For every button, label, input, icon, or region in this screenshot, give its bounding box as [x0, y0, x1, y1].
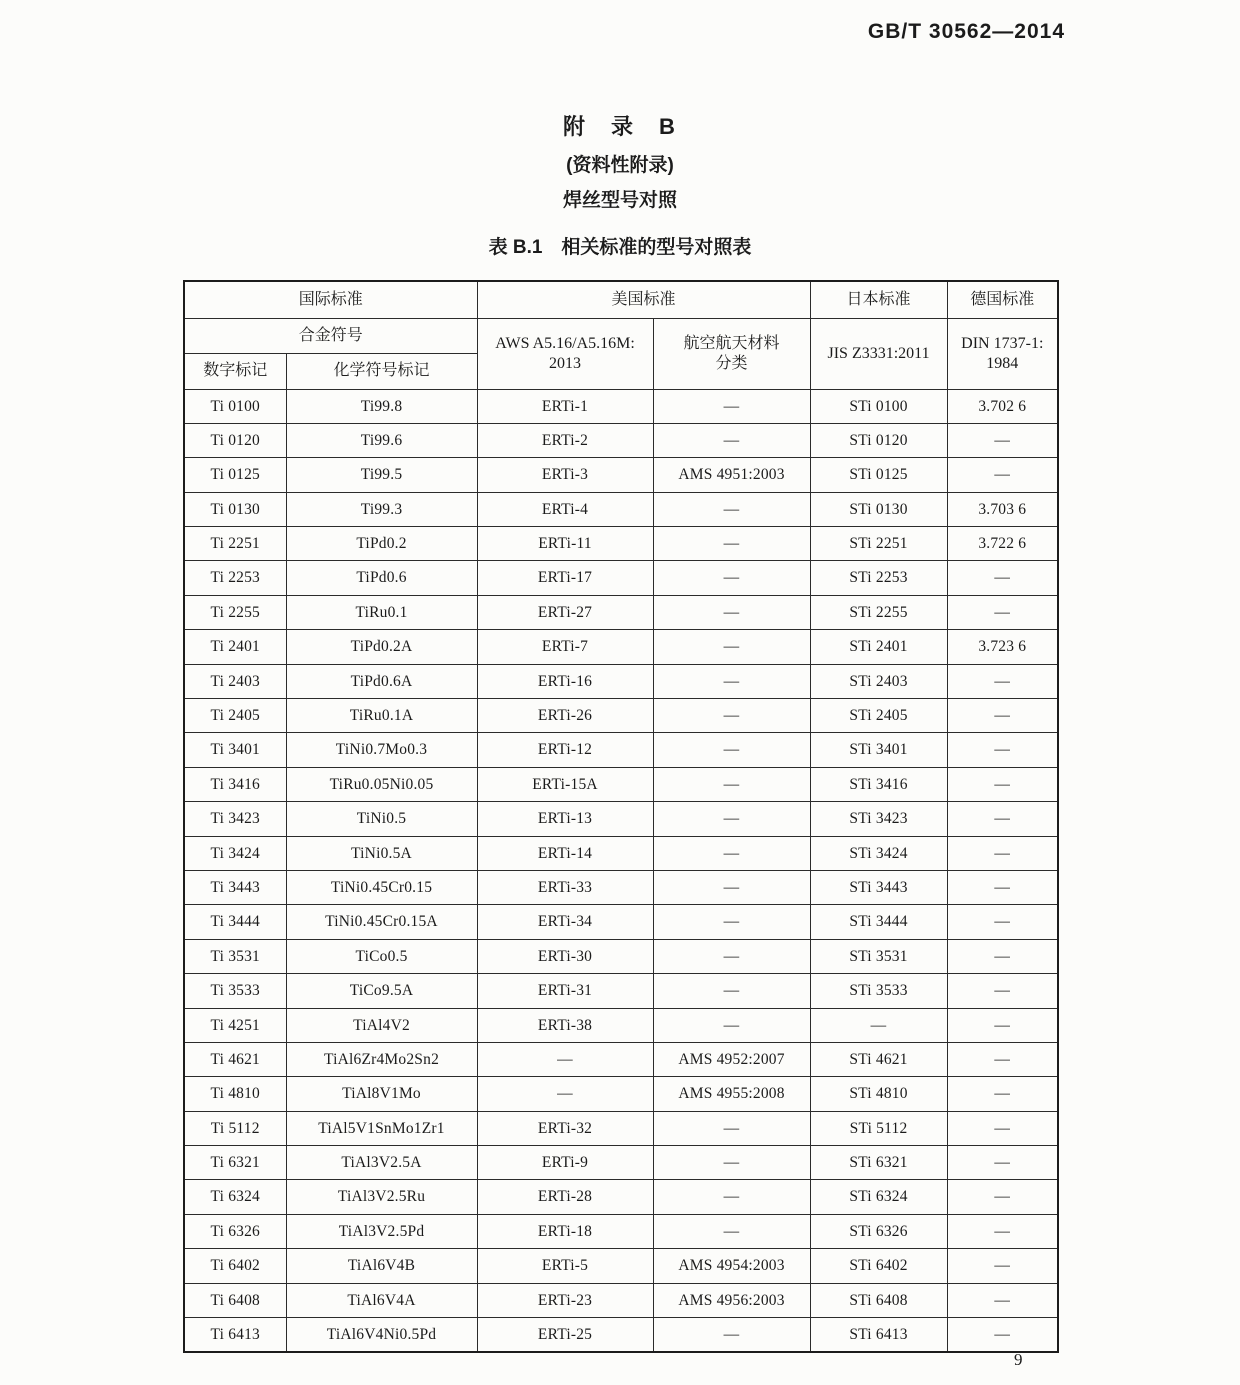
table-cell: Ti 0120 [184, 423, 286, 457]
table-cell: Ti 3424 [184, 836, 286, 870]
table-cell: Ti 2255 [184, 595, 286, 629]
table-cell: TiAl3V2.5A [286, 1146, 477, 1180]
header-row-standards [184, 281, 1058, 318]
table-header [184, 281, 1058, 389]
table-cell: STi 3533 [810, 974, 947, 1008]
header-us-standard: 美国标准 [477, 281, 810, 318]
table-cell: 3.703 6 [947, 492, 1058, 526]
table-row [184, 595, 1058, 629]
table-cell: TiCo9.5A [286, 974, 477, 1008]
table-cell: TiNi0.45Cr0.15 [286, 870, 477, 904]
header-din-line2: 1984 [986, 354, 1019, 372]
table-body [184, 389, 1058, 1352]
header-alloy-symbol: 合金符号 [184, 318, 477, 353]
table-cell: Ti99.8 [286, 389, 477, 423]
table-cell: TiAl4V2 [286, 1008, 477, 1042]
table-cell: ERTi-9 [477, 1146, 653, 1180]
table-cell: — [947, 1283, 1058, 1317]
table-cell: — [947, 1249, 1058, 1283]
header-aws-line2: 2013 [549, 354, 582, 372]
table-cell: — [947, 733, 1058, 767]
table-cell: Ti 4810 [184, 1077, 286, 1111]
table-cell: TiNi0.7Mo0.3 [286, 733, 477, 767]
standard-code: GB/T 30562—2014 [867, 20, 1065, 43]
table-cell: STi 0130 [810, 492, 947, 526]
table-cell: TiNi0.45Cr0.15A [286, 905, 477, 939]
table-cell: Ti 4251 [184, 1008, 286, 1042]
header-aerospace [653, 318, 810, 389]
table-cell: AMS 4954:2003 [653, 1249, 810, 1283]
table-row [184, 1249, 1058, 1283]
table-cell: Ti 3443 [184, 870, 286, 904]
appendix-subtitle: (资料性附录) [566, 155, 674, 176]
table-cell: — [947, 595, 1058, 629]
table-cell: — [947, 1111, 1058, 1145]
table-caption: 表 B.1 相关标准的型号对照表 [488, 237, 752, 258]
table-cell: STi 2401 [810, 630, 947, 664]
table-cell: ERTi-15A [477, 767, 653, 801]
table-cell: ERTi-30 [477, 939, 653, 973]
table-row [184, 1180, 1058, 1214]
header-din [947, 318, 1058, 389]
table-cell: 3.723 6 [947, 630, 1058, 664]
table-row [184, 1214, 1058, 1248]
table-cell: ERTi-14 [477, 836, 653, 870]
table-cell: Ti 6402 [184, 1249, 286, 1283]
table-cell: ERTi-12 [477, 733, 653, 767]
table-cell: Ti 6408 [184, 1283, 286, 1317]
table-cell: TiAl6V4A [286, 1283, 477, 1317]
table-cell: ERTi-38 [477, 1008, 653, 1042]
table-cell: — [947, 458, 1058, 492]
table-cell: ERTi-31 [477, 974, 653, 1008]
table-cell: STi 5112 [810, 1111, 947, 1145]
table-row [184, 664, 1058, 698]
table-cell: Ti 2405 [184, 699, 286, 733]
table-cell: — [653, 1214, 810, 1248]
table-cell: Ti 3401 [184, 733, 286, 767]
table-cell: ERTi-11 [477, 527, 653, 561]
table-cell: Ti 3416 [184, 767, 286, 801]
table-cell: STi 2253 [810, 561, 947, 595]
table-cell: STi 6324 [810, 1180, 947, 1214]
table-cell: STi 2403 [810, 664, 947, 698]
table-cell: — [653, 974, 810, 1008]
table-cell: — [947, 939, 1058, 973]
table-cell: Ti 6324 [184, 1180, 286, 1214]
table-cell: ERTi-4 [477, 492, 653, 526]
table-cell: STi 3416 [810, 767, 947, 801]
table-cell: — [477, 1042, 653, 1076]
table-cell: — [653, 699, 810, 733]
table-cell: Ti 3533 [184, 974, 286, 1008]
table-cell: TiAl6Zr4Mo2Sn2 [286, 1042, 477, 1076]
table-row [184, 836, 1058, 870]
header-jp-standard: 日本标准 [810, 281, 947, 318]
header-aws-line1: AWS A5.16/A5.16M: [495, 334, 635, 352]
table-cell: — [947, 836, 1058, 870]
table-cell: ERTi-3 [477, 458, 653, 492]
table-row [184, 527, 1058, 561]
appendix-subject: 焊丝型号对照 [562, 190, 677, 211]
table-cell: ERTi-27 [477, 595, 653, 629]
table-row [184, 458, 1058, 492]
header-din-line1: DIN 1737-1: [961, 334, 1044, 352]
table-cell: TiPd0.6 [286, 561, 477, 595]
table-cell: STi 4621 [810, 1042, 947, 1076]
table-cell: — [653, 492, 810, 526]
appendix-title: 附 录 B [563, 114, 677, 139]
table-cell: Ti99.6 [286, 423, 477, 457]
table-cell: STi 3531 [810, 939, 947, 973]
table-cell: — [653, 767, 810, 801]
table-row [184, 1042, 1058, 1076]
table-cell: — [653, 802, 810, 836]
table-cell: STi 6413 [810, 1318, 947, 1352]
table-cell: Ti 3423 [184, 802, 286, 836]
table-row [184, 802, 1058, 836]
table-cell: Ti99.3 [286, 492, 477, 526]
table-cell: — [653, 595, 810, 629]
table-row [184, 561, 1058, 595]
table-cell: — [477, 1077, 653, 1111]
header-row-groups [184, 318, 1058, 353]
table-cell: — [947, 974, 1058, 1008]
table-row [184, 974, 1058, 1008]
table-cell: Ti99.5 [286, 458, 477, 492]
table-cell: ERTi-1 [477, 389, 653, 423]
table-cell: ERTi-23 [477, 1283, 653, 1317]
table-cell: TiRu0.1A [286, 699, 477, 733]
table-cell: ERTi-33 [477, 870, 653, 904]
table-cell: — [653, 389, 810, 423]
table-cell: Ti 3444 [184, 905, 286, 939]
table-cell: STi 6326 [810, 1214, 947, 1248]
table-cell: ERTi-32 [477, 1111, 653, 1145]
table-row [184, 389, 1058, 423]
table-cell: STi 3424 [810, 836, 947, 870]
table-cell: — [653, 630, 810, 664]
table-cell: STi 6402 [810, 1249, 947, 1283]
table-cell: — [653, 870, 810, 904]
table-row [184, 1111, 1058, 1145]
table-row [184, 492, 1058, 526]
table-cell: — [947, 699, 1058, 733]
table-cell: STi 0100 [810, 389, 947, 423]
table-cell: — [653, 905, 810, 939]
table-cell: — [947, 1146, 1058, 1180]
table-cell: 3.702 6 [947, 389, 1058, 423]
table-cell: STi 3401 [810, 733, 947, 767]
table-cell: TiAl3V2.5Pd [286, 1214, 477, 1248]
table-cell: TiCo0.5 [286, 939, 477, 973]
table-cell: ERTi-34 [477, 905, 653, 939]
table-cell: — [947, 664, 1058, 698]
header-aws [477, 318, 653, 389]
table-cell: ERTi-17 [477, 561, 653, 595]
table-cell: — [653, 836, 810, 870]
table-cell: Ti 2401 [184, 630, 286, 664]
table-cell: STi 0120 [810, 423, 947, 457]
table-cell: AMS 4955:2008 [653, 1077, 810, 1111]
table-cell: — [947, 802, 1058, 836]
header-de-standard: 德国标准 [947, 281, 1058, 318]
table-cell: ERTi-25 [477, 1318, 653, 1352]
table-cell: — [947, 1318, 1058, 1352]
table-cell: STi 3423 [810, 802, 947, 836]
table-cell: TiAl3V2.5Ru [286, 1180, 477, 1214]
table-cell: — [947, 561, 1058, 595]
header-intl-standard: 国际标准 [184, 281, 477, 318]
table-row [184, 1077, 1058, 1111]
table-cell: — [947, 905, 1058, 939]
table-row [184, 767, 1058, 801]
table-cell: Ti 5112 [184, 1111, 286, 1145]
table-cell: ERTi-16 [477, 664, 653, 698]
table-cell: Ti 0125 [184, 458, 286, 492]
table-row [184, 939, 1058, 973]
table-cell: STi 3443 [810, 870, 947, 904]
table-cell: Ti 2403 [184, 664, 286, 698]
table-cell: Ti 2253 [184, 561, 286, 595]
header-numeric-mark: 数字标记 [184, 353, 286, 389]
table-cell: Ti 4621 [184, 1042, 286, 1076]
table-row [184, 1146, 1058, 1180]
table-cell: TiRu0.05Ni0.05 [286, 767, 477, 801]
header-jis: JIS Z3331:2011 [810, 318, 947, 389]
table-cell: — [947, 1008, 1058, 1042]
table-cell: ERTi-18 [477, 1214, 653, 1248]
table-row [184, 1283, 1058, 1317]
table-cell: AMS 4951:2003 [653, 458, 810, 492]
table-row [184, 1318, 1058, 1352]
table-cell: — [653, 1180, 810, 1214]
table-cell: AMS 4952:2007 [653, 1042, 810, 1076]
table-cell: STi 2251 [810, 527, 947, 561]
table-row [184, 905, 1058, 939]
table-row [184, 630, 1058, 664]
table-cell: TiAl6V4B [286, 1249, 477, 1283]
table-cell: STi 2255 [810, 595, 947, 629]
table-cell: STi 0125 [810, 458, 947, 492]
header-aerospace-line2: 分类 [715, 354, 748, 372]
comparison-table [183, 280, 1059, 1353]
table-cell: Ti 2251 [184, 527, 286, 561]
table-cell: ERTi-2 [477, 423, 653, 457]
table-cell: ERTi-26 [477, 699, 653, 733]
table-cell: TiAl5V1SnMo1Zr1 [286, 1111, 477, 1145]
table-row [184, 733, 1058, 767]
table-cell: — [653, 1318, 810, 1352]
table-cell: — [947, 423, 1058, 457]
page-number: 9 [1014, 1350, 1023, 1369]
table-cell: — [653, 733, 810, 767]
table-cell: — [653, 1146, 810, 1180]
table-cell: TiPd0.6A [286, 664, 477, 698]
table-cell: ERTi-13 [477, 802, 653, 836]
table-row [184, 1008, 1058, 1042]
table-cell: — [947, 767, 1058, 801]
table-row [184, 699, 1058, 733]
table-cell: Ti 6413 [184, 1318, 286, 1352]
table-cell: ERTi-28 [477, 1180, 653, 1214]
table-cell: TiPd0.2A [286, 630, 477, 664]
table-row [184, 870, 1058, 904]
table-row [184, 423, 1058, 457]
table-cell: ERTi-7 [477, 630, 653, 664]
table-cell: ERTi-5 [477, 1249, 653, 1283]
table-cell: AMS 4956:2003 [653, 1283, 810, 1317]
table-cell: TiRu0.1 [286, 595, 477, 629]
table-cell: Ti 3531 [184, 939, 286, 973]
table-cell: TiAl6V4Ni0.5Pd [286, 1318, 477, 1352]
table-cell: — [653, 1111, 810, 1145]
table-cell: — [653, 561, 810, 595]
table-cell: STi 6321 [810, 1146, 947, 1180]
table-cell: — [947, 1180, 1058, 1214]
table-cell: STi 4810 [810, 1077, 947, 1111]
table-cell: — [947, 1042, 1058, 1076]
table-cell: STi 3444 [810, 905, 947, 939]
table-cell: — [947, 1214, 1058, 1248]
table-cell: — [653, 1008, 810, 1042]
header-aerospace-line1: 航空航天材料 [683, 334, 780, 352]
table-cell: — [947, 1077, 1058, 1111]
table-cell: — [947, 870, 1058, 904]
table-cell: TiPd0.2 [286, 527, 477, 561]
table-cell: — [810, 1008, 947, 1042]
table-cell: — [653, 423, 810, 457]
table-cell: TiNi0.5 [286, 802, 477, 836]
table-cell: TiNi0.5A [286, 836, 477, 870]
table-cell: Ti 0130 [184, 492, 286, 526]
table-cell: — [653, 527, 810, 561]
table-cell: 3.722 6 [947, 527, 1058, 561]
table-cell: — [653, 939, 810, 973]
table-cell: Ti 0100 [184, 389, 286, 423]
header-chemical-mark: 化学符号标记 [286, 353, 477, 389]
table-cell: STi 2405 [810, 699, 947, 733]
table-cell: Ti 6326 [184, 1214, 286, 1248]
table-cell: — [653, 664, 810, 698]
table-cell: TiAl8V1Mo [286, 1077, 477, 1111]
table-cell: STi 6408 [810, 1283, 947, 1317]
table-cell: Ti 6321 [184, 1146, 286, 1180]
appendix-heading-block [0, 110, 1240, 212]
